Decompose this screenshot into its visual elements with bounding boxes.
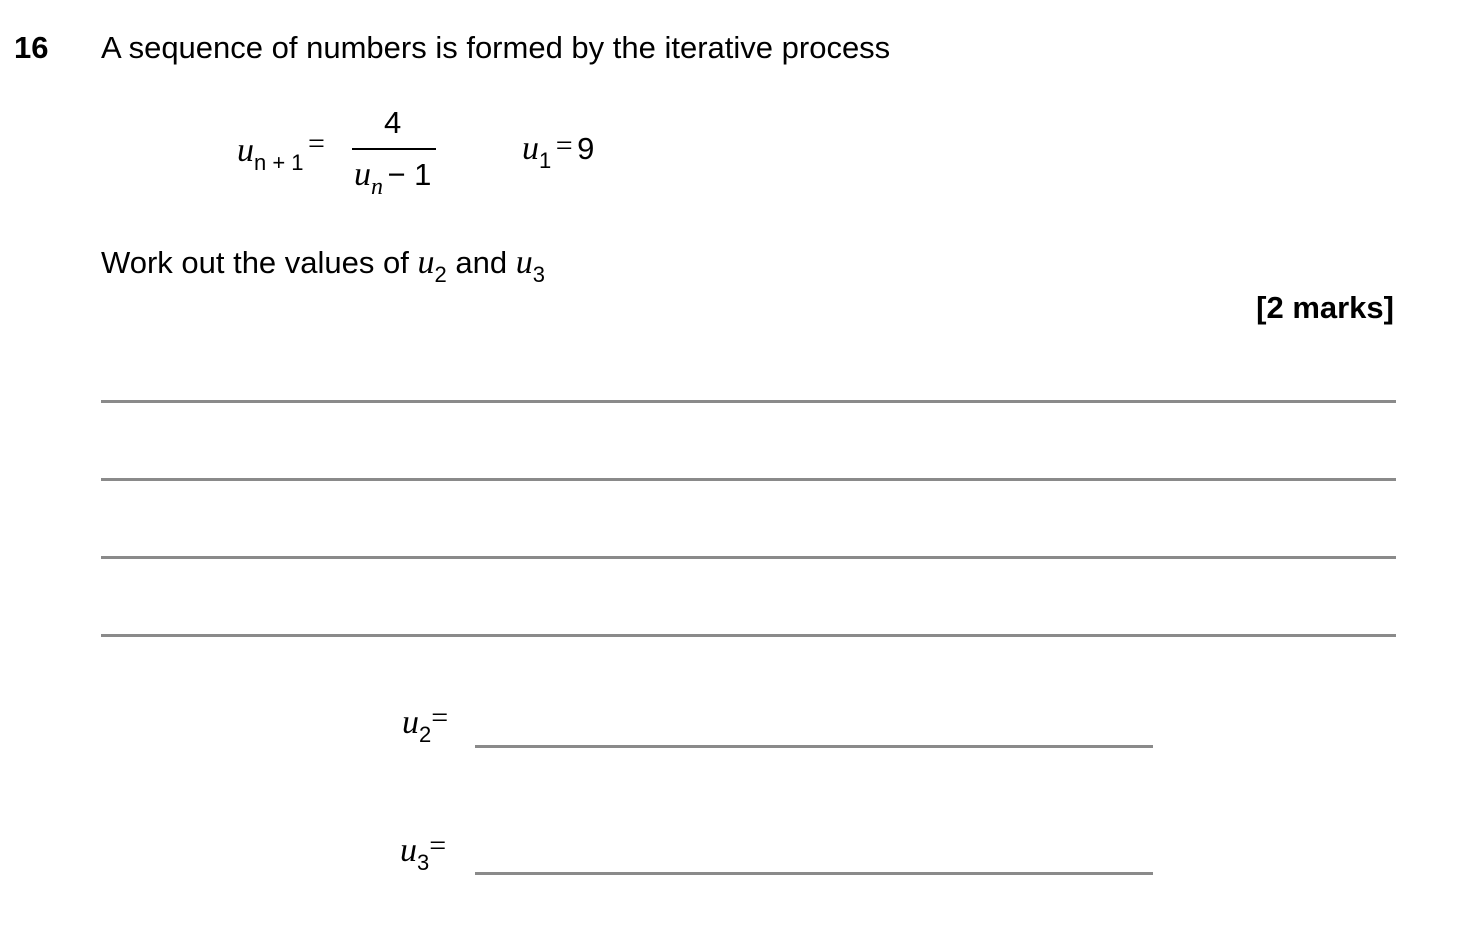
var-u2: u [417, 244, 435, 281]
den-subscript: n [371, 174, 383, 200]
working-line[interactable] [101, 478, 1396, 481]
answer-equals: = [431, 701, 449, 734]
numerator: 4 [384, 105, 402, 140]
answer-label-u3 [400, 829, 447, 875]
working-line[interactable] [101, 400, 1396, 403]
denominator [354, 156, 432, 200]
var-u3: u [515, 244, 533, 281]
question-number: 16 [14, 30, 49, 65]
den-variable: u [354, 156, 371, 193]
lhs-subscript: n + 1 [254, 150, 304, 175]
answer-subscript: 3 [417, 850, 430, 875]
den-minus-one: − 1 [387, 157, 432, 192]
init-value: 9 [577, 131, 595, 166]
instruction-and: and [446, 245, 516, 280]
initial-term [522, 129, 595, 173]
working-line[interactable] [101, 556, 1396, 559]
init-subscript: 1 [539, 148, 552, 173]
equals-sign: = [308, 127, 325, 160]
answer-line-u2[interactable] [475, 745, 1153, 748]
init-equals: = [555, 129, 573, 162]
instruction-text: Work out the values of [101, 245, 418, 280]
answer-line-u3[interactable] [475, 872, 1153, 875]
instruction [101, 244, 545, 287]
sub-3: 3 [532, 262, 545, 287]
sub-2: 2 [434, 262, 447, 287]
answer-equals: = [429, 829, 447, 862]
fraction-bar [352, 148, 436, 150]
question-stem: A sequence of numbers is formed by the iterative process [101, 30, 891, 65]
lhs-variable: u [237, 132, 254, 169]
answer-variable: u [402, 704, 419, 741]
working-line[interactable] [101, 634, 1396, 637]
init-variable: u [522, 130, 539, 167]
answer-subscript: 2 [419, 722, 432, 747]
answer-variable: u [400, 832, 417, 869]
answer-label-u2 [402, 701, 449, 747]
formula-lhs [237, 127, 325, 175]
marks-label: [2 marks] [1256, 290, 1394, 325]
